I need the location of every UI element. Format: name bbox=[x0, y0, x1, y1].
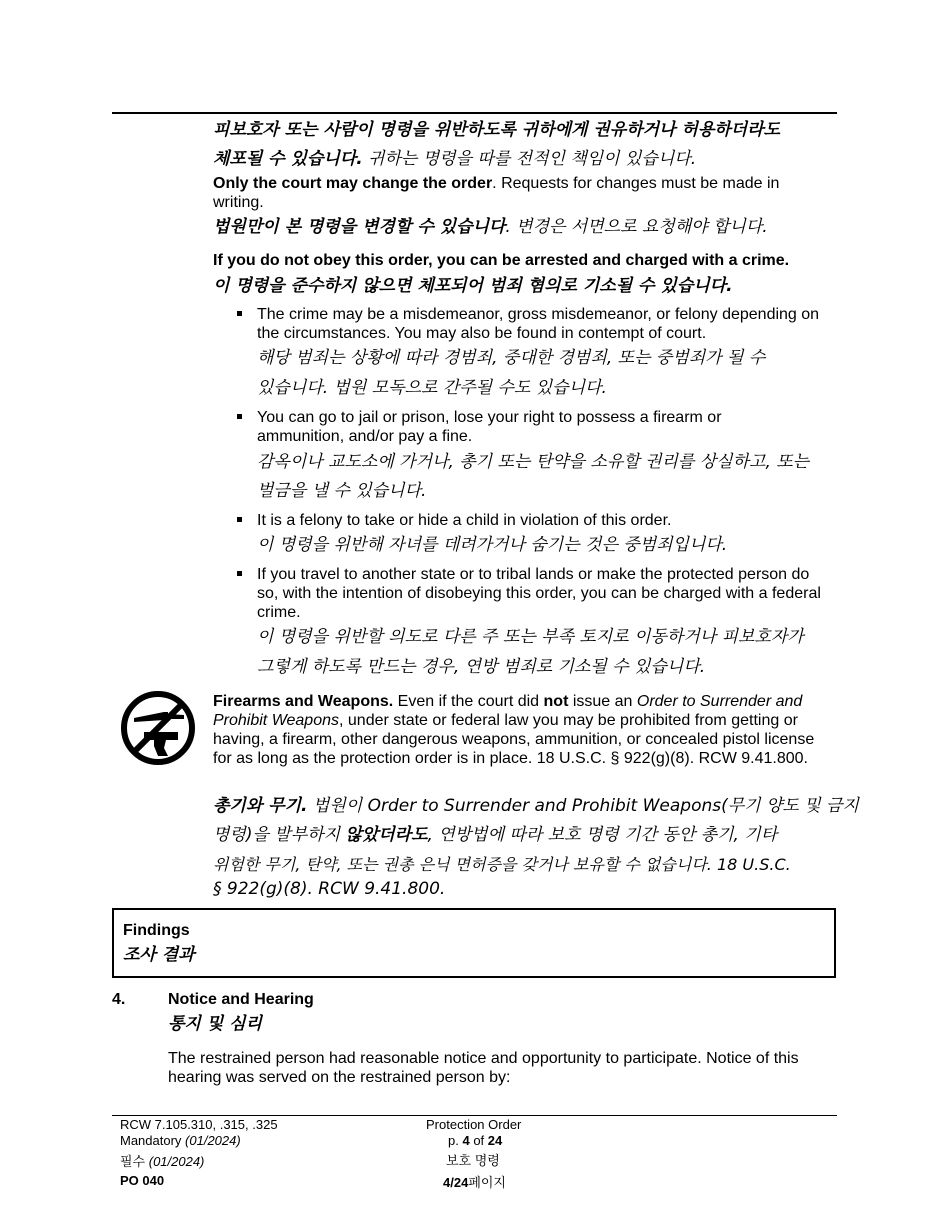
footer-form-title: Protection Order bbox=[426, 1117, 522, 1132]
firearms-order-name: Order to Surrender and Prohibit Weapons bbox=[213, 693, 803, 729]
footer-ko-page bbox=[443, 1175, 506, 1191]
firearms-label: Firearms and Weapons. bbox=[213, 693, 394, 710]
footer-rule bbox=[112, 1115, 837, 1116]
footer-page-of: of bbox=[469, 1133, 488, 1148]
top-rule bbox=[112, 112, 837, 114]
footer-page-num: 4 bbox=[462, 1133, 470, 1148]
bullet-1-ko-line2: 있습니다. 법원 모독으로 간주될 수도 있습니다. bbox=[257, 378, 607, 398]
footer-ko-page-num: 4/24 bbox=[443, 1175, 469, 1190]
bullet-4-ko-line2: 그렇게 하도록 만드는 경우, 연방 범죄로 기소될 수 있습니다. bbox=[257, 657, 706, 677]
ko-disobey-heading: 이 명령을 준수하지 않으면 체포되어 범죄 혐의로 기소될 수 있습니다. bbox=[213, 276, 733, 296]
footer-page-prefix: p. bbox=[448, 1133, 463, 1148]
ko-firearms-label: 총기와 무기. bbox=[213, 796, 308, 816]
no-weapons-icon bbox=[120, 690, 196, 766]
footer-ko-page-suffix: 페이지 bbox=[468, 1175, 506, 1190]
ko-firearms-text-b1: 명령)을 발부하지 bbox=[213, 825, 346, 845]
disobey-heading: If you do not obey this order, you can be arrested and charged with a crime. bbox=[213, 252, 790, 269]
footer-mandatory-date: (01/2024) bbox=[185, 1133, 241, 1148]
footer-mandatory-label: Mandatory bbox=[120, 1133, 186, 1148]
change-order-rest: . Requests for changes must be made in writing. bbox=[213, 175, 780, 211]
ko-arrest-bold: 체포될 수 있습니다. bbox=[213, 149, 363, 169]
ko-firearms-not: 않았더라도 bbox=[345, 825, 428, 845]
footer-page-total: 24 bbox=[487, 1133, 503, 1148]
firearms-paragraph bbox=[213, 692, 828, 768]
ko-change-bold: 법원만이 본 명령을 변경할 수 있습니다 bbox=[213, 217, 506, 237]
ko-firearms-text-b2: , 연방법에 따라 보호 명령 기간 동안 총기, 기타 bbox=[427, 825, 778, 845]
footer-rcw: RCW 7.105.310, .315, .325 bbox=[120, 1117, 278, 1132]
bullet-4-ko-line1: 이 명령을 위반할 의도로 다른 주 또는 부족 토지로 이동하거나 피보호자가 bbox=[257, 627, 804, 647]
ko-change-rest: . 변경은 서면으로 요청해야 합니다. bbox=[505, 217, 768, 237]
footer-ko-mandatory bbox=[120, 1154, 204, 1170]
bullet-marker bbox=[237, 414, 242, 419]
firearms-not: not bbox=[543, 693, 569, 710]
bullet-1-text: The crime may be a misdemeanor, gross misdemeanor, or felony depending on the circumstances. You may also be found in contempt of court. bbox=[257, 306, 820, 342]
findings-box bbox=[112, 908, 836, 978]
footer-form-id: PO 040 bbox=[120, 1173, 165, 1188]
section-4-number: 4. bbox=[112, 991, 126, 1008]
ko-change-paragraph bbox=[213, 217, 833, 237]
section-4-ko-title: 통지 및 심리 bbox=[168, 1014, 262, 1034]
footer-ko-mandatory-label: 필수 bbox=[120, 1154, 149, 1169]
ko-arrest-line1: 피보호자 또는 사람이 명령을 위반하도록 귀하에게 권유하거나 허용하더라도 bbox=[213, 120, 780, 140]
bullet-3-text: It is a felony to take or hide a child in violation of this order. bbox=[257, 512, 672, 529]
bullet-3-ko-line1: 이 명령을 위반해 자녀를 데려가거나 숨기는 것은 중범죄입니다. bbox=[257, 535, 728, 555]
ko-arrest-rest: 귀하는 명령을 따를 전적인 책임이 있습니다. bbox=[362, 149, 697, 169]
section-4-body: The restrained person had reasonable notice and opportunity to participate. Notice of this hearing was served on the restrained person by: bbox=[168, 1050, 799, 1086]
ko-firearms-line2 bbox=[213, 825, 853, 845]
findings-ko-title: 조사 결과 bbox=[123, 945, 195, 965]
bullet-2-text: You can go to jail or prison, lose your right to possess a firearm or ammunition, and/or pay a fine. bbox=[257, 409, 722, 445]
firearms-text-a: Even if the court did bbox=[393, 693, 544, 710]
bullet-marker bbox=[237, 571, 242, 576]
footer-mandatory bbox=[120, 1133, 241, 1149]
bullet-marker bbox=[237, 517, 242, 522]
firearms-text-c: , under state or federal law you may be prohibited from getting or having, a firearm, other dangerous weapons, ammunition, or concealed pistol license for as long as the protection order is in place. 18 U.S.C. § 922(g)(8). RCW 9.41.800. bbox=[213, 712, 815, 767]
findings-title: Findings bbox=[123, 922, 190, 939]
ko-firearms-line4: § 922(g)(8). RCW 9.41.800. bbox=[213, 879, 446, 899]
footer-ko-form-title: 보호 명령 bbox=[446, 1153, 500, 1168]
bullet-1-ko-line1: 해당 범죄는 상황에 따라 경범죄, 중대한 경범죄, 또는 중범죄가 될 수 bbox=[257, 348, 766, 368]
bullet-2-ko-line1: 감옥이나 교도소에 가거나, 총기 또는 탄약을 소유할 권리를 상실하고, 또는 bbox=[257, 452, 810, 472]
ko-firearms-line1 bbox=[213, 796, 859, 816]
bullet-4-text: If you travel to another state or to tribal lands or make the protected person do so, with the intention of disobeying this order, you can be charged with a federal crime. bbox=[257, 566, 821, 621]
footer-ko-mandatory-date: (01/2024) bbox=[148, 1154, 205, 1169]
ko-firearms-line3: 위험한 무기, 탄약, 또는 권총 은닉 면허증을 갖거나 보유할 수 없습니다. 18 U.S.C. bbox=[213, 855, 791, 874]
footer-page-number bbox=[448, 1133, 502, 1149]
ko-arrest-line2 bbox=[213, 149, 833, 169]
firearms-text-b: issue an bbox=[568, 693, 637, 710]
ko-firearms-text-a: 법원이 Order to Surrender and Prohibit Weapons(무기 양도 및 금지 bbox=[307, 796, 859, 816]
bullet-2-ko-line2: 벌금을 낼 수 있습니다. bbox=[257, 481, 427, 501]
change-order-paragraph bbox=[213, 174, 823, 212]
change-order-bold: Only the court may change the order bbox=[213, 175, 493, 192]
bullet-marker bbox=[237, 311, 242, 316]
section-4-title: Notice and Hearing bbox=[168, 991, 314, 1008]
